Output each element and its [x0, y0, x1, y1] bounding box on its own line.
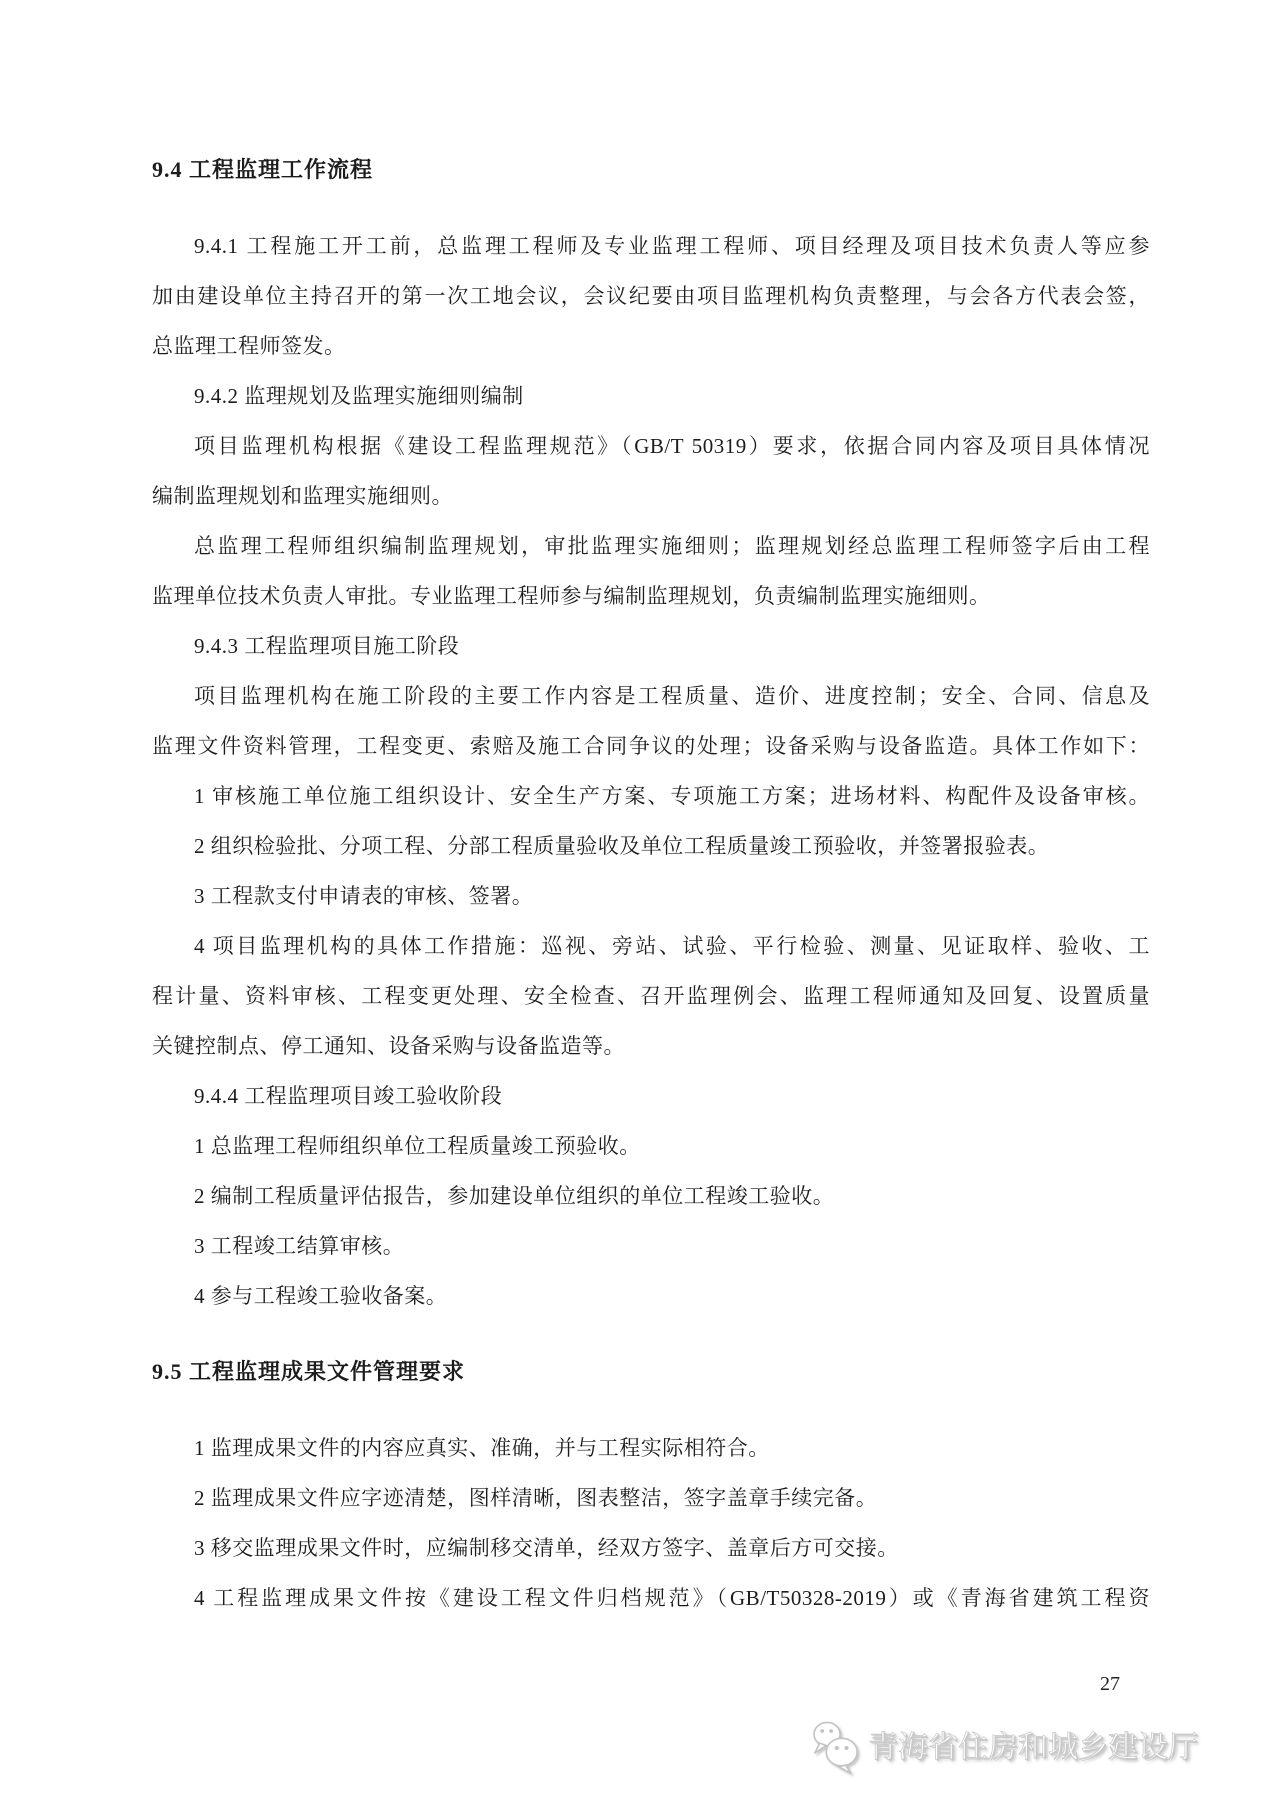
text-line: 关键控制点、停工通知、设备采购与设备监造等。	[152, 1034, 625, 1058]
text-line: 4 工程监理成果文件按《建设工程文件归档规范》（GB/T50328-2019）或《青海省建筑工程资	[194, 1586, 1150, 1610]
text-line: 4 参与工程竣工验收备案。	[194, 1284, 448, 1308]
text-line: 1 审核施工单位施工组织设计、安全生产方案、专项施工方案；进场材料、构配件及设备审核。	[194, 784, 1150, 808]
text-line: 总监理工程师组织编制监理规划，审批监理实施细则；监理规划经总监理工程师签字后由工程	[194, 534, 1150, 558]
text-line: 2 监理成果文件应字迹清楚，图样清晰，图表整洁，签字盖章手续完备。	[194, 1486, 878, 1510]
text-line: 项目监理机构在施工阶段的主要工作内容是工程质量、造价、进度控制；安全、合同、信息及	[194, 684, 1150, 708]
text-line: 监理单位技术负责人审批。专业监理工程师参与编制监理规划，负责编制监理实施细则。	[152, 584, 991, 608]
text-line: 3 移交监理成果文件时，应编制移交清单，经双方签字、盖章后方可交接。	[194, 1536, 899, 1560]
text-line: 4 项目监理机构的具体工作措施：巡视、旁站、试验、平行检验、测量、见证取样、验收、工	[194, 934, 1150, 958]
text-line: 2 编制工程质量评估报告，参加建设单位组织的单位工程竣工验收。	[194, 1184, 835, 1208]
text-line: 编制监理规划和监理实施细则。	[152, 484, 453, 508]
text-line: 监理文件资料管理，工程变更、索赔及施工合同争议的处理；设备采购与设备监造。具体工作如下：	[152, 734, 1150, 758]
wechat-icon	[810, 1720, 862, 1776]
section-heading: 9.5 工程监理成果文件管理要求	[152, 1359, 466, 1384]
page-number: 27	[1100, 1673, 1120, 1695]
text-line: 9.4.4 工程监理项目竣工验收阶段	[194, 1084, 503, 1108]
text-line: 2 组织检验批、分项工程、分部工程质量验收及单位工程质量竣工预验收，并签署报验表。	[194, 834, 1050, 858]
document-body	[152, 145, 1150, 1623]
watermark	[810, 1720, 1198, 1776]
text-line: 9.4.1 工程施工开工前，总监理工程师及专业监理工程师、项目经理及项目技术负责人等应参	[194, 234, 1150, 258]
text-line: 加由建设单位主持召开的第一次工地会议，会议纪要由项目监理机构负责整理，与会各方代表会签，	[152, 284, 1150, 308]
text-line: 3 工程竣工结算审核。	[194, 1234, 405, 1258]
text-line: 3 工程款支付申请表的审核、签署。	[194, 884, 534, 908]
text-line: 程计量、资料审核、工程变更处理、安全检查、召开监理例会、监理工程师通知及回复、设置质量	[152, 984, 1150, 1008]
text-line: 项目监理机构根据《建设工程监理规范》（GB/T 50319）要求，依据合同内容及项目具体情况	[194, 434, 1150, 458]
text-line: 1 总监理工程师组织单位工程质量竣工预验收。	[194, 1134, 641, 1158]
text-line: 总监理工程师签发。	[152, 334, 346, 358]
text-line: 9.4.3 工程监理项目施工阶段	[194, 634, 460, 658]
text-line: 9.4.2 监理规划及监理实施细则编制	[194, 384, 524, 408]
text-line: 1 监理成果文件的内容应真实、准确，并与工程实际相符合。	[194, 1436, 770, 1460]
section-heading: 9.4 工程监理工作流程	[152, 157, 374, 182]
watermark-text: 青海省住房和城乡建设厅	[868, 1731, 1198, 1764]
